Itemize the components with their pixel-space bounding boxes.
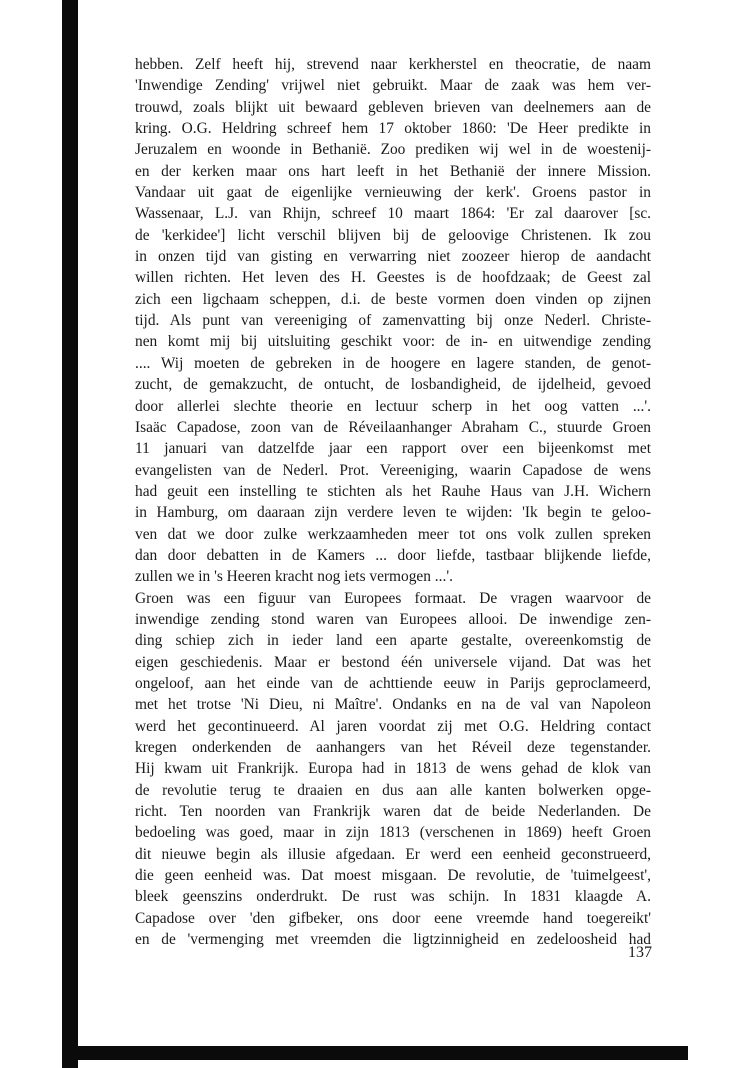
text-line: trouwd, zoals blijkt uit bewaard gebleven brieven van deelnemers aan de	[135, 98, 651, 116]
text-line: willen richten. Het leven des H. Geestes is de hoofdzaak; de Geest zal	[135, 269, 651, 287]
text-line: Groen was een figuur van Europees formaat. De vragen waarvoor de	[135, 589, 651, 607]
text-line: zucht, de gemakzucht, de ontucht, de losbandigheid, de ijdelheid, gevoed	[135, 376, 651, 394]
text-line: .... Wij moeten de gebreken in de hoogere en lagere standen, de genot-	[135, 354, 651, 372]
text-line: de revolutie terug te draaien en dus aan alle kanten bolwerken opge-	[135, 781, 651, 799]
text-line: ven dat we door zulke werkzaamheden meer tot ons volk zullen spreken	[135, 525, 651, 543]
text-line: de 'kerkidee'] licht verschil blijven bij de geloovige Christenen. Ik zou	[135, 226, 651, 244]
scan-border-left	[62, 0, 78, 1068]
text-line: zullen we in 's Heeren kracht nog iets vermogen ...'.	[135, 568, 453, 586]
text-line: ding schiep zich in ieder land een aparte gestalte, overeenkomstig de	[135, 632, 651, 650]
text-line: dit nieuwe begin als illusie afgedaan. Er werd een eenheid geconstrueerd,	[135, 845, 651, 863]
text-line: ongeloof, aan het einde van de achttiende eeuw in Parijs geproclameerd,	[135, 674, 651, 692]
text-line: evangelisten van de Nederl. Prot. Vereeniging, waarin Capadose de wens	[135, 461, 651, 479]
text-line: bedoeling was goed, maar in zijn 1813 (verschenen in 1869) heeft Groen	[135, 824, 651, 842]
text-line: 11 januari van datzelfde jaar een rapport over een bijeenkomst met	[135, 440, 651, 458]
text-line: dan door debatten in de Kamers ... door liefde, tastbaar blijkende liefde,	[135, 546, 651, 564]
text-line: door allerlei slechte theorie en lectuur scherp in het oog vatten ...'.	[135, 397, 651, 415]
text-line: Vandaar uit gaat de eigenlijke vernieuwing der kerk'. Groens pastor in	[135, 184, 651, 202]
text-line: in onzen tijd van gisting en verwarring niet zoozeer hierop de aandacht	[135, 248, 651, 266]
text-line: met het trotse 'Ni Dieu, ni Maître'. Ondanks en na de val van Napoleon	[135, 696, 651, 714]
body-text	[135, 54, 651, 950]
text-line: richt. Ten noorden van Frankrijk waren dat de beide Nederlanden. De	[135, 803, 651, 821]
text-line: Isaäc Capadose, zoon van de Réveilaanhanger Abraham C., stuurde Groen	[135, 418, 651, 436]
text-line: inwendige zending stond waren van Europees allooi. De inwendige zen-	[135, 610, 651, 628]
scan-border-bottom	[62, 1046, 688, 1060]
text-line: eigen geschiedenis. Maar er bestond één universele vijand. Dat was het	[135, 653, 651, 671]
text-line: nen komt mij bij uitsluiting geschikt voor: de in- en uitwendige zending	[135, 333, 651, 351]
text-line: bleek geenszins onderdrukt. De rust was schijn. In 1831 klaagde A.	[135, 888, 651, 906]
text-line: zich een ligchaam scheppen, d.i. de beste vormen doen vinden op zijnen	[135, 290, 651, 308]
text-line: die geen eenheid was. Dat moest misgaan. De revolutie, de 'tuimelgeest',	[135, 867, 651, 885]
text-line: tijd. Als punt van vereeniging of zamenvatting bij onze Nederl. Christe-	[135, 312, 651, 330]
text-line: Wassenaar, L.J. van Rhijn, schreef 10 maart 1864: 'Er zal daarover [sc.	[135, 205, 651, 223]
text-line: hebben. Zelf heeft hij, strevend naar kerkherstel en theocratie, de naam	[135, 56, 651, 73]
text-line: en de 'vermenging met vreemden die ligtzinnigheid en zedeloosheid had	[135, 931, 651, 949]
text-line: Hij kwam uit Frankrijk. Europa had in 1813 de wens gehad de klok van	[135, 760, 651, 778]
text-line: in Hamburg, om daaraan zijn verdere leven te wijden: 'Ik begin te geloo-	[135, 504, 651, 522]
page-number: 137	[628, 944, 652, 961]
text-line: Jeruzalem en woonde in Bethanië. Zoo prediken wij wel in de woestenij-	[135, 141, 651, 159]
text-line: had geuit een instelling te stichten als het Rauhe Haus van J.H. Wichern	[135, 482, 651, 500]
text-line: en der kerken maar ons hart leeft in het Bethanië der innere Mission.	[135, 162, 651, 180]
text-line: 'Inwendige Zending' vrijwel niet gebruikt. Maar de zaak was hem ver-	[135, 77, 651, 95]
text-line: kring. O.G. Heldring schreef hem 17 oktober 1860: 'De Heer predikte in	[135, 120, 651, 138]
text-line: kregen onderkenden de aanhangers van het Réveil deze tegenstander.	[135, 739, 651, 756]
text-line: Capadose over 'den gifbeker, ons door eene vreemde hand toegereikt'	[135, 909, 651, 927]
text-line: werd het gecontinueerd. Al jaren voordat zij met O.G. Heldring contact	[135, 717, 651, 735]
